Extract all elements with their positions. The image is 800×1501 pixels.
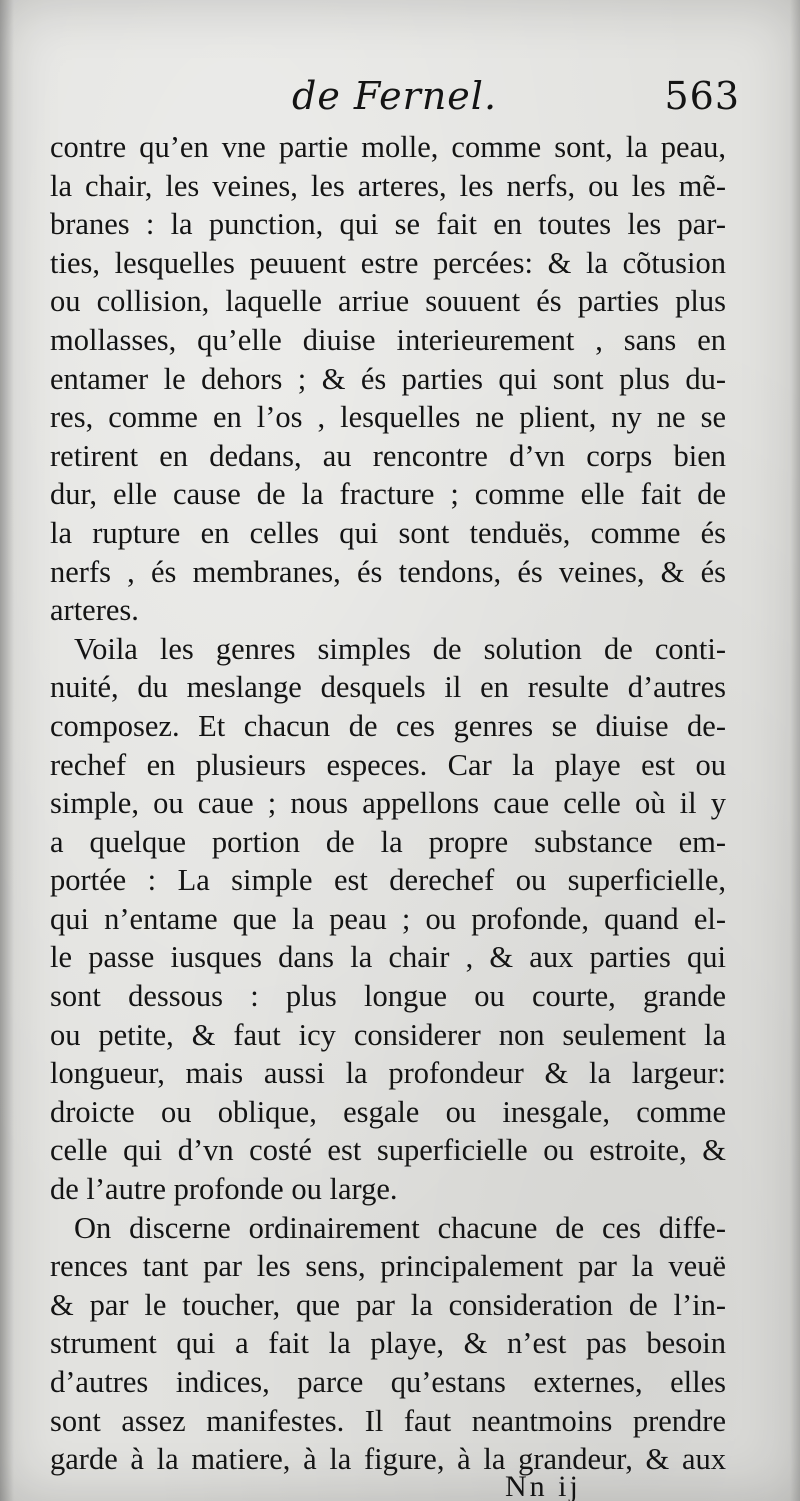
text-line: d’autres indices, parce qu’estans externes, elles (50, 1365, 726, 1399)
text-line: nerfs , és membranes, és tendons, és veines, & és (50, 554, 726, 589)
text-line: longueur, mais aussi la profondeur & la largeur: (50, 1056, 726, 1091)
text-line: celle qui d’vn costé est superficielle ou estroite, & (50, 1133, 726, 1168)
text-line: res, comme en l’os , lesquelles ne plient, ny ne se (50, 400, 726, 435)
text-line: rechef en plusieurs especes. Car la playe est ou (50, 747, 726, 782)
text-line: Voila les genres simples de solution de conti- (74, 631, 726, 666)
text-line: garde à la matiere, à la figure, à la grandeur, & aux (50, 1442, 726, 1477)
text-line: mollasses, qu’elle diuise interieurement , sans en (50, 322, 726, 357)
text-line: contre qu’en vne partie molle, comme sont, la peau, (50, 130, 726, 164)
text-line: arteres. (50, 593, 139, 628)
text-line: sont assez manifestes. Il faut neantmoins prendre (50, 1403, 726, 1438)
page-shadow-right (790, 0, 800, 1501)
running-head: de Fernel. (292, 74, 498, 118)
text-line: ou collision, laquelle arriue souuent és parties plus (50, 284, 726, 319)
text-line: ou petite, & faut icy considerer non seulement la (50, 1017, 726, 1052)
signature-mark: Nn ij (505, 1470, 581, 1501)
text-line: le passe iusques dans la chair , & aux parties qui (50, 940, 726, 975)
page-footer (0, 1468, 800, 1501)
text-line: dur, elle cause de la fracture ; comme elle fait de (50, 477, 726, 512)
text-line: branes : la punction, qui se fait en toutes les par- (50, 207, 726, 242)
text-line: On discerne ordinairement chacune de ces diffe- (74, 1210, 726, 1245)
paragraph (50, 1209, 726, 1479)
text-line: la chair, les veines, les arteres, les nerfs, ou les mẽ- (50, 168, 726, 203)
text-line: ties, lesquelles peuuent estre percées: & la cõtusion (50, 245, 726, 280)
text-line: & par le toucher, que par la consideration de l’in- (50, 1287, 726, 1322)
text-line: rences tant par les sens, principalement par la veuë (50, 1249, 726, 1284)
text-line: a quelque portion de la propre substance em- (50, 824, 726, 859)
text-line: droicte ou oblique, esgale ou inesgale, comme (50, 1094, 726, 1129)
paragraph (50, 630, 726, 1209)
text-line: la rupture en celles qui sont tenduës, comme és (50, 515, 726, 550)
paragraph (50, 128, 726, 630)
text-line: retirent en dedans, au rencontre d’vn corps bien (50, 438, 726, 473)
text-line: composez. Et chacun de ces genres se diuise de- (50, 708, 726, 743)
text-line: qui n’entame que la peau ; ou profonde, quand el- (50, 901, 726, 936)
text-line: de l’autre profonde ou large. (50, 1172, 398, 1207)
body-text (50, 128, 726, 1479)
text-line: sont dessous : plus longue ou courte, grande (50, 979, 726, 1014)
text-line: entamer le dehors ; & és parties qui sont plus du- (50, 361, 726, 396)
page-shadow-left (0, 0, 14, 1501)
page-number: 563 (664, 74, 740, 118)
text-line: simple, ou caue ; nous appellons caue celle où il y (50, 786, 726, 821)
text-line: nuité, du meslange desquels il en resulte d’autres (50, 670, 726, 705)
text-line: portée : La simple est derechef ou superficielle, (50, 863, 726, 898)
text-line: strument qui a fait la playe, & n’est pas besoin (50, 1326, 726, 1361)
page-header (0, 70, 800, 120)
